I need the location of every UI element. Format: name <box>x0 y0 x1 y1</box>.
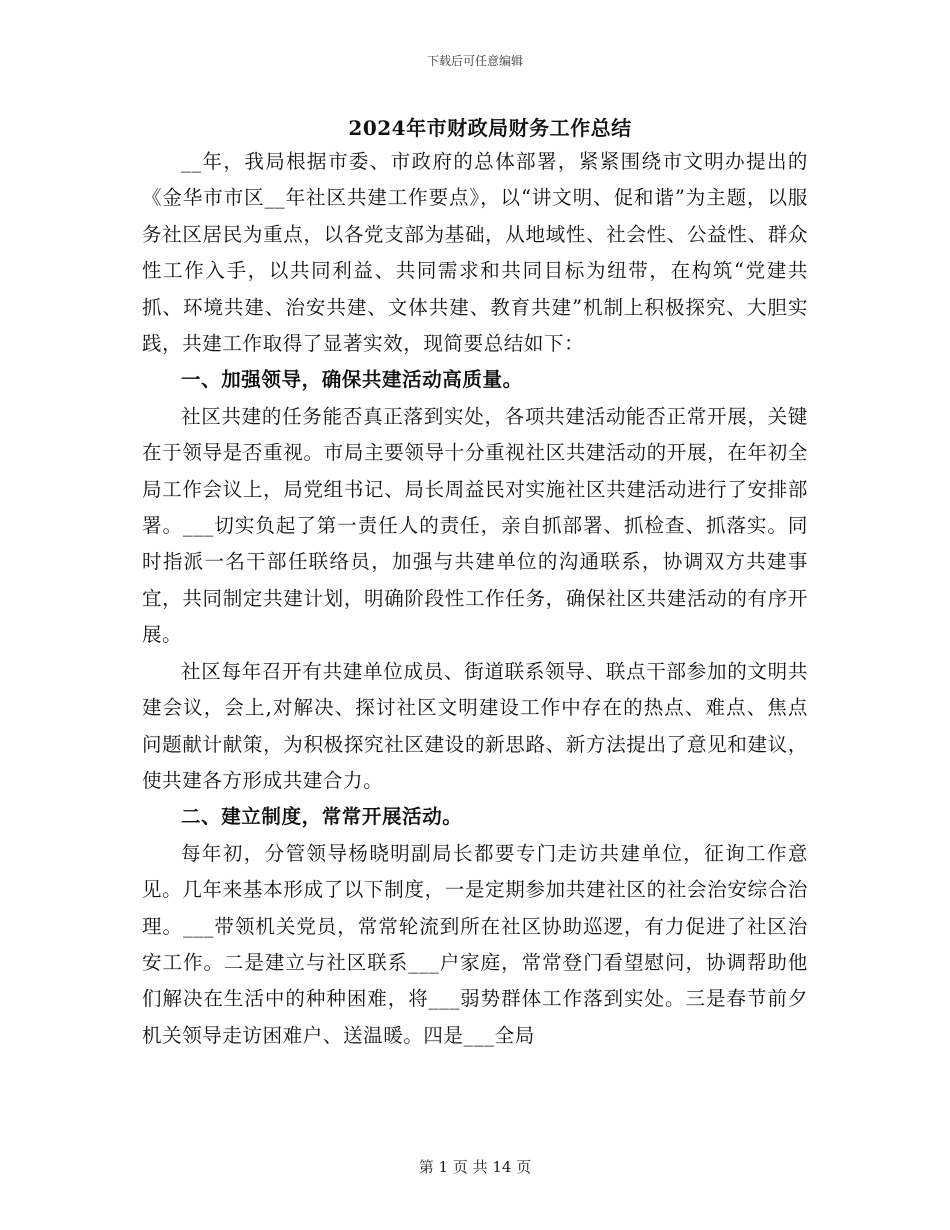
header-note: 下载后可任意编辑 <box>426 54 523 68</box>
page-footer: 第 1 页 共 14 页 <box>418 1158 532 1176</box>
paragraph-intro: __年，我局根据市委、市政府的总体部署，紧紧围绕市文明办提出的《金华市市区__年社区共建工作要点》，以“讲文明、促和谐”为主题，以服务社区居民为重点，以各党支部为基础，从地域性、社会性、公益性、群众性工作入手，以共同利益、共同需求和共同目标为纽带，在构筑“党建共抓、环境共建、治安共建、文体共建、教育共建”机制上积极探究、大胆实践，共建工作取得了显著实效，现简要总结如下： <box>142 150 808 356</box>
document-title: 2024年市财政局财务工作总结 <box>348 116 632 140</box>
section-heading-1: 一、加强领导，确保共建活动高质量。 <box>181 368 523 392</box>
paragraph-system: 每年初，分管领导杨晓明副局长都要专门走访共建单位，征询工作意见。几年来基本形成了以下制度，一是定期参加共建社区的社会治安综合治理。___带领机关党员，常常轮流到所在社区协助巡逻，有力促进了社区治安工作。二是建立与社区联系___户家庭，常常登门看望慰问，协调帮助他们解决在生活中的种种困难，将___弱势群体工作落到实处。三是春节前夕机关领导走访困难户、送温暖。四是___全局 <box>142 841 808 1047</box>
document-body <box>142 112 808 1054</box>
paragraph-leadership: 社区共建的任务能否真正落到实处，各项共建活动能否正常开展，关键在于领导是否重视。市局主要领导十分重视社区共建活动的开展，在年初全局工作会议上，局党组书记、局长周益民对实施社区共建活动进行了安排部署。___切实负起了第一责任人的责任，亲自抓部署、抓检查、抓落实。同时指派一名干部任联络员，加强与共建单位的沟通联系，协调双方共建事宜，共同制定共建计划，明确阶段性工作任务，确保社区共建活动的有序开展。 <box>142 404 808 647</box>
paragraph-meeting: 社区每年召开有共建单位成员、街道联系领导、联点干部参加的文明共建会议，会上,对解决、探讨社区文明建设工作中存在的热点、难点、焦点问题献计献策，为积极探究社区建设的新思路、新方法提出了意见和建议，使共建各方形成共建合力。 <box>142 659 808 792</box>
section-heading-2: 二、建立制度，常常开展活动。 <box>181 805 463 829</box>
